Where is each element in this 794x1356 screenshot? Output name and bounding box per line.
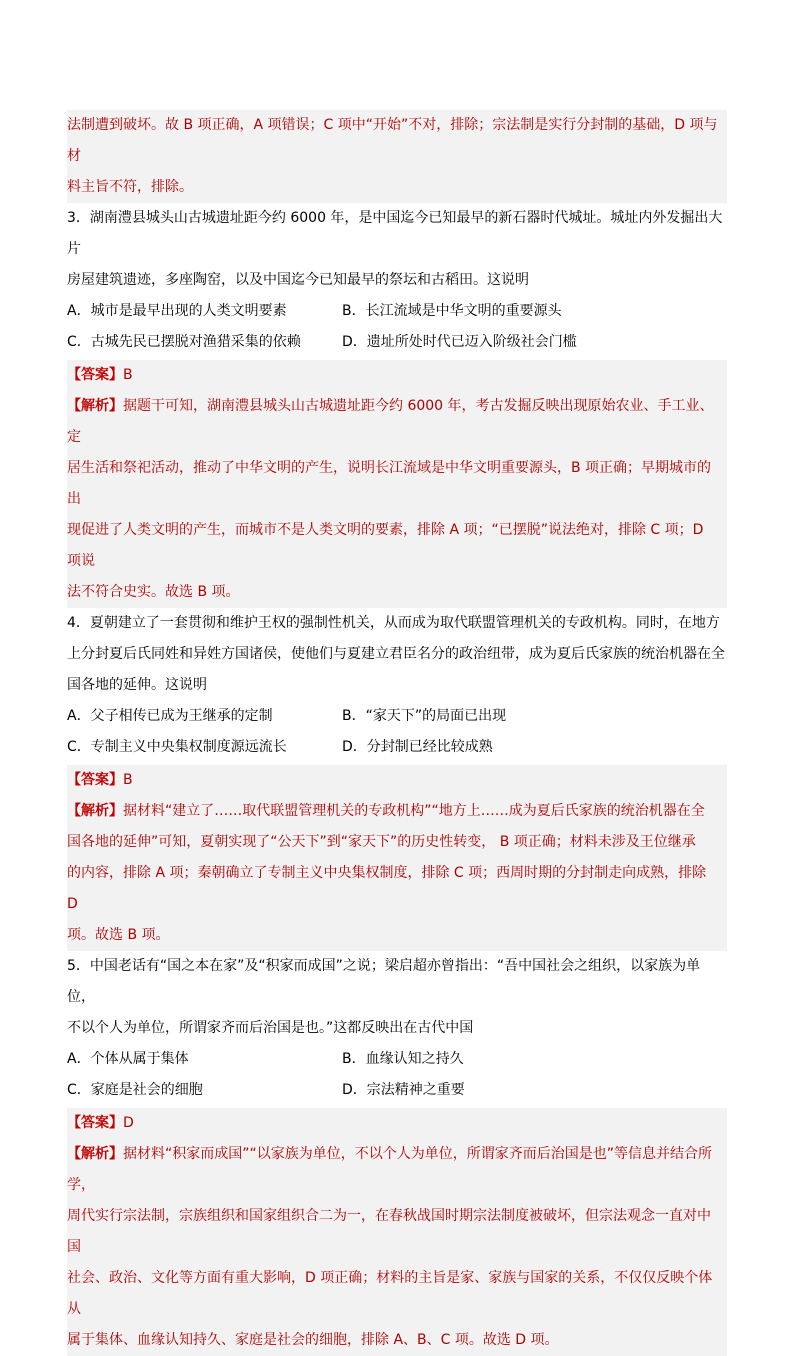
option-c: C．专制主义中央集权制度源远流长 xyxy=(67,739,287,755)
analysis-label: 【解析】 xyxy=(67,398,123,414)
analysis-line: 的内容，排除 A 项；秦朝确立了专制主义中央集权制度，排除 C 项；西周时期的分封制走向成熟，排除 D xyxy=(67,865,711,912)
option-c: C．古城先民已摆脱对渔猎采集的依赖 xyxy=(67,334,301,350)
option-d: D．遗址所处时代已迈入阶级社会门槛 xyxy=(342,334,577,350)
answer-value: B xyxy=(123,367,133,383)
answer-value: B xyxy=(123,772,133,788)
options-row xyxy=(67,1044,727,1075)
option-b: B．血缘认知之持久 xyxy=(342,1051,464,1067)
answer-block xyxy=(67,1108,727,1139)
answer-value: D xyxy=(123,1115,134,1131)
analysis-line: 属于集体、血缘认知持久、家庭是社会的细胞，排除 A、B、C 项。故选 D 项。 xyxy=(67,1332,559,1348)
analysis-line: 法制遭到破坏。故 B 项正确，A 项错误；C 项中“开始”不对，排除；宗法制是实行分封制的基础，D 项与材 xyxy=(67,117,718,164)
analysis-block-prev xyxy=(67,110,727,203)
option-b: B．长江流域是中华文明的重要源头 xyxy=(342,303,562,319)
question-4 xyxy=(67,608,727,701)
question-3 xyxy=(67,203,727,296)
question-stem-line: 国各地的延伸。这说明 xyxy=(67,677,207,693)
analysis-block xyxy=(67,391,727,608)
analysis-label: 【解析】 xyxy=(67,1146,123,1162)
options-row xyxy=(67,732,727,763)
analysis-line: 法不符合史实。故选 B 项。 xyxy=(67,584,240,600)
question-stem-line: 房屋建筑遗迹，多座陶窑，以及中国迄今已知最早的祭坛和古稻田。这说明 xyxy=(67,272,529,288)
document-page xyxy=(67,110,727,1356)
analysis-line: 据材料“积家而成国”“以家族为单位，不以个人为单位，所谓家齐而后治国是也”等信息并结合所学， xyxy=(67,1146,713,1193)
answer-block xyxy=(67,765,727,796)
answer-block xyxy=(67,360,727,391)
analysis-line: 社会、政治、文化等方面有重大影响，D 项正确；材料的主旨是家、家族与国家的关系，不仅仅反映个体从 xyxy=(67,1270,713,1317)
option-a: A．个体从属于集体 xyxy=(67,1051,189,1067)
analysis-label: 【解析】 xyxy=(67,803,123,819)
analysis-line: 居生活和祭祀活动，推动了中华文明的产生，说明长江流域是中华文明重要源头，B 项正确；早期城市的出 xyxy=(67,460,712,507)
analysis-block xyxy=(67,1139,727,1356)
option-d: D．宗法精神之重要 xyxy=(342,1082,465,1098)
options-row xyxy=(67,1075,727,1106)
question-stem-line: 上分封夏后氏同姓和异姓方国诸侯，使他们与夏建立君臣名分的政治纽带，成为夏后氏家族的统治机器在全 xyxy=(67,646,725,662)
analysis-line: 据材料“建立了……取代联盟管理机关的专政机构”“地方上……成为夏后氏家族的统治机器在全 xyxy=(123,803,705,819)
question-stem-line: 3．湖南澧县城头山古城遗址距今约 6000 年，是中国迄今已知最早的新石器时代城址。城址内外发掘出大片 xyxy=(67,210,723,257)
analysis-line: 周代实行宗法制，宗族组织和国家组织合二为一，在春秋战国时期宗法制度被破坏，但宗法观念一直对中国 xyxy=(67,1208,711,1255)
option-a: A．城市是最早出现的人类文明要素 xyxy=(67,303,287,319)
analysis-line: 项。故选 B 项。 xyxy=(67,927,170,943)
answer-label: 【答案】 xyxy=(67,1115,123,1131)
analysis-line: 料主旨不符，排除。 xyxy=(67,179,193,195)
options-row xyxy=(67,296,727,327)
analysis-line: 据题干可知，湖南澧县城头山古城遗址距今约 6000 年，考古发掘反映出现原始农业、手工业、定 xyxy=(67,398,714,445)
answer-label: 【答案】 xyxy=(67,772,123,788)
option-b: B．“家天下”的局面已出现 xyxy=(342,708,507,724)
question-stem-line: 不以个人为单位，所谓家齐而后治国是也。”这都反映出在古代中国 xyxy=(67,1020,474,1036)
options-row xyxy=(67,701,727,732)
option-c: C．家庭是社会的细胞 xyxy=(67,1082,203,1098)
question-5 xyxy=(67,951,727,1044)
option-d: D．分封制已经比较成熟 xyxy=(342,739,493,755)
option-a: A．父子相传已成为王继承的定制 xyxy=(67,708,273,724)
options-row xyxy=(67,327,727,358)
analysis-line: 现促进了人类文明的产生，而城市不是人类文明的要素，排除 A 项；“已摆脱”说法绝对，排除 C 项；D 项说 xyxy=(67,522,708,569)
question-stem-line: 5．中国老话有“国之本在家”及“积家而成国”之说；梁启超亦曾指出：“吾中国社会之组织，以家族为单位， xyxy=(67,958,701,1005)
answer-label: 【答案】 xyxy=(67,367,123,383)
question-stem-line: 4．夏朝建立了一套贯彻和维护王权的强制性机关，从而成为取代联盟管理机关的专政机构。同时，在地方 xyxy=(67,615,720,631)
analysis-line: 国各地的延伸”可知，夏朝实现了“公天下”到“家天下”的历史性转变， B 项正确；材料未涉及王位继承 xyxy=(67,834,696,850)
analysis-block xyxy=(67,796,727,951)
